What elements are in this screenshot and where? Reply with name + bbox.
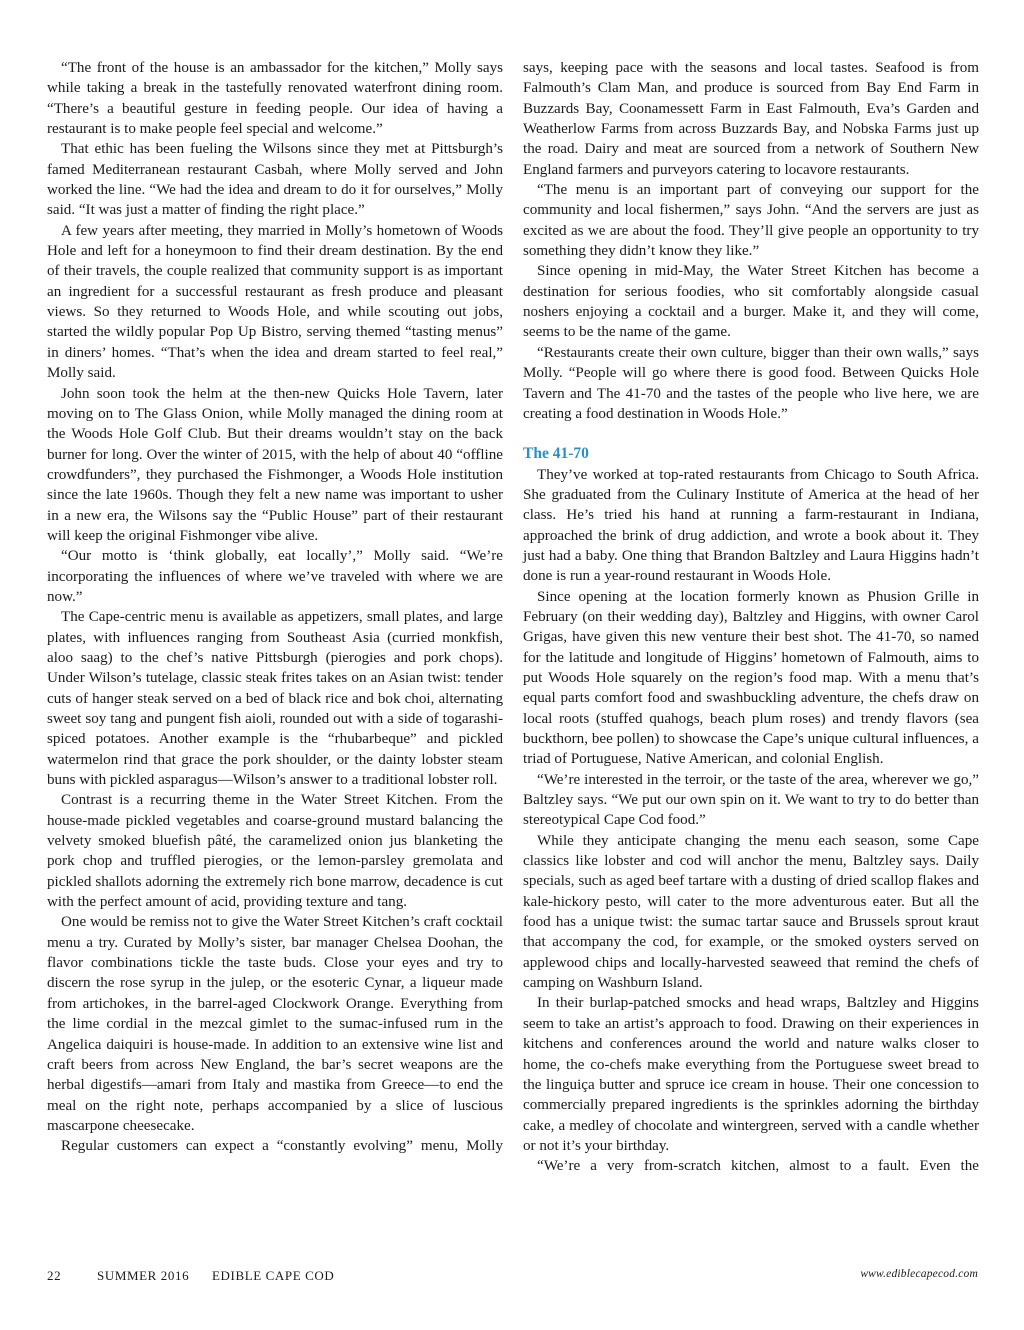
- paragraph: A few years after meeting, they married in Molly’s hometown of Woods Hole and left for a honeymoon to find their dream destination. By the end of their travels, the couple realized that community support is as important an ingredient for a successful restaurant as fresh produce and pleasant views. So they returned to Woods Hole, and while scouting out jobs, started the wildly popular Pop Up Bistro, serving themed “tasting menus” in diners’ homes. “That’s when the idea and dream started to feel real,” Molly said.: [47, 222, 503, 382]
- paragraph: “Restaurants create their own culture, bigger than their own walls,” says Molly. “People will go where there is good food. Between Quicks Hole Tavern and The 41-70 and the tastes of the people who live here, we are creating a food destination in Woods Hole.”: [523, 344, 979, 422]
- paragraph: The Cape-centric menu is available as appetizers, small plates, and large plates, with influences ranging from Southeast Asia (curried monkfish, aloo saag) to the chef’s native Pittsburgh (pierogies and pork chops). Under Wilson’s tutelage, classic steak frites takes on an Asian twist: tender cuts of hanger steak served on a bed of black rice and bok choi, alternating sweet soy tang and pungent fish aioli, rounded out with a side of togarashi-spiced potatoes. Another example is the “rhubarbeque” and pickled watermelon rind that grace the pork shoulder, or the dainty lobster steam buns with pickled asparagus—Wilson’s answer to a traditional lobster roll.: [47, 609, 503, 789]
- paragraph: In their burlap-patched smocks and head wraps, Baltzley and Higgins seem to take an artist’s approach to food. Drawing on their experiences in kitchens and conferences around the world and nature walks closer to home, the co-chefs make everything from the Portuguese sweet bread to the linguiça butter and spruce ice cream in house. Their one concession to commercially prepared ingredients is the sprinkles adorning the birthday cake, a medley of chocolate and wintergreen, served with a candle whether or not it’s your birthday.: [523, 995, 979, 1154]
- page-number: 22: [47, 1268, 62, 1283]
- magazine-name: EDIBLE CAPE COD: [212, 1268, 335, 1283]
- paragraph: “We’re interested in the terroir, or the taste of the area, wherever we go,” Baltzley says. “We put our own spin on it. We want to try to do better than stereotypical Cape Cod food.”: [523, 771, 979, 829]
- paragraph: While they anticipate changing the menu each season, some Cape classics like lobster and cod will anchor the menu, Baltzley says. Daily specials, such as aged beef tartare with a dusting of dried scallop flakes and kale-hickory pesto, will cater to the more adventurous eater. But all the food has a unique twist: the sumac tartar sauce and Brussels sprout kraut that accompany the cod, for example, or the smoked oysters served on applewood chips and locally-harvested seaweed that remind the chefs of camping on Washburn Island.: [523, 832, 980, 992]
- website-url: www.ediblecapecod.com: [860, 1268, 978, 1280]
- paragraph: Regular customers can expect a “constantly evolving” menu, Molly: [61, 1138, 503, 1155]
- paragraph: They’ve worked at top-rated restaurants from Chicago to South Africa. She graduated from the Culinary Institute of America at the head of her class. He’s tried his hand at running a farm-restaurant in Indiana, approached the brink of drug addiction, and wrote a book about it. They just had a baby. One thing that Brandon Baltzley and Laura Higgins hadn’t done is run a year-round restaurant in Woods Hole.: [523, 466, 979, 585]
- paragraph: John soon took the helm at the then-new Quicks Hole Tavern, later moving on to The Glass Onion, while Molly managed the dining room at the Woods Hole Golf Club. But their dreams wouldn’t stay on the back burner for long. Over the winter of 2015, with the help of about 40 “offline crowdfunders”, they purchased the Fishmonger, a Woods Hole institution since the late 1960s. Though they felt a new name was important to usher in a new era, the Wilsons say the “Public House” part of their restaurant will keep the original Fishmonger vibe alive.: [47, 385, 503, 544]
- paragraph: “Our motto is ‘think globally, eat locally’,” Molly said. “We’re incorporating the influences of where we’ve traveled with where we are now.”: [47, 548, 503, 605]
- paragraph: That ethic has been fueling the Wilsons since they met at Pittsburgh’s famed Mediterranean restaurant Casbah, where Molly served and John worked the line. “We had the idea and dream to do it for ourselves,” Molly said. “It was just a matter of finding the right place.”: [47, 141, 503, 219]
- paragraph: Since opening at the location formerly known as Phusion Grille in February (on their wedding day), Baltzley and Higgins, with owner Carol Grigas, have given this new venture their best shot. The 41-70, so named for the latitude and longitude of Higgins’ hometown of Falmouth, aims to put Woods Hole squarely on the region’s food map. With a menu that’s equal parts comfort food and swashbuckling adventure, the chefs draw on local roots (stuffed quahogs, beach plum roses) and trendy flavors (sea buckthorn, bee pollen) to showcase the Cape’s unique cultural influences, a triad of Portuguese, Native American, and colonial English.: [523, 588, 979, 768]
- section-heading: The 41-70: [523, 445, 589, 463]
- paragraph: says, keeping pace with the seasons and local tastes. Seafood is from Falmouth’s Clam Man, and produce is sourced from Bay End Farm in Buzzards Bay, Coonamessett Farm in East Falmouth, Eva’s Garden and Weatherlow Farms from across Buzzards Bay, and Nobska Farms just up the road. Dairy and meat are sourced from a network of Southern New England farmers and purveyors catering to locavore restaurants.: [523, 60, 979, 178]
- right-column: [523, 58, 979, 1177]
- issue-label: SUMMER 2016: [97, 1268, 190, 1283]
- paragraph: “We’re a very from-scratch kitchen, almost to a fault. Even the: [537, 1158, 979, 1175]
- page-footer: [47, 1268, 978, 1288]
- paragraph: “The front of the house is an ambassador for the kitchen,” Molly says while taking a break in the tastefully renovated waterfront dining room. “There’s a beautiful gesture in feeding people. Our idea of having a restaurant is to make people feel special and welcome.”: [47, 60, 503, 138]
- paragraph: Contrast is a recurring theme in the Water Street Kitchen. From the house-made pickled vegetables and coarse-ground mustard balancing the velvety smoked bluefish pâté, the caramelized onion jus blanketing the pork chop and truffled pierogies, or the lemon-parsley gremolata and pickled shallots adorning the extremely rich bone marrow, decadence is cut with the perfect amount of acid, providing texture and tang.: [47, 792, 503, 911]
- left-column: [47, 58, 503, 1157]
- paragraph: One would be remiss not to give the Water Street Kitchen’s craft cocktail menu a try. Curated by Molly’s sister, bar manager Chelsea Doohan, the flavor combinations tickle the taste buds. Close your eyes and try to discern the rose syrup in the julep, or the esoteric Cynar, a liqueur made from artichokes, in the barrel-aged Clockwork Orange. Everything from the lime cordial in the mezcal gimlet to the sumac-infused rum in the Angelica daiquiri is house-made. In addition to an extensive wine list and craft beers from across New England, the bar’s secret weapons are the herbal digestifs—amari from Italy and mastika from Greece—to end the meal on the right note, perhaps accompanied by a slice of luscious mascarpone cheesecake.: [47, 914, 503, 1134]
- paragraph: Since opening in mid-May, the Water Street Kitchen has become a destination for serious foodies, who sit comfortably alongside casual noshers enjoying a cocktail and a burger. Make it, and they will come, seems to be the name of the game.: [523, 263, 979, 341]
- paragraph: “The menu is an important part of conveying our support for the community and local fishermen,” says John. “And the servers are just as excited as we are about the food. They’ll give people an opportunity to try something they didn’t know they like.”: [523, 182, 979, 260]
